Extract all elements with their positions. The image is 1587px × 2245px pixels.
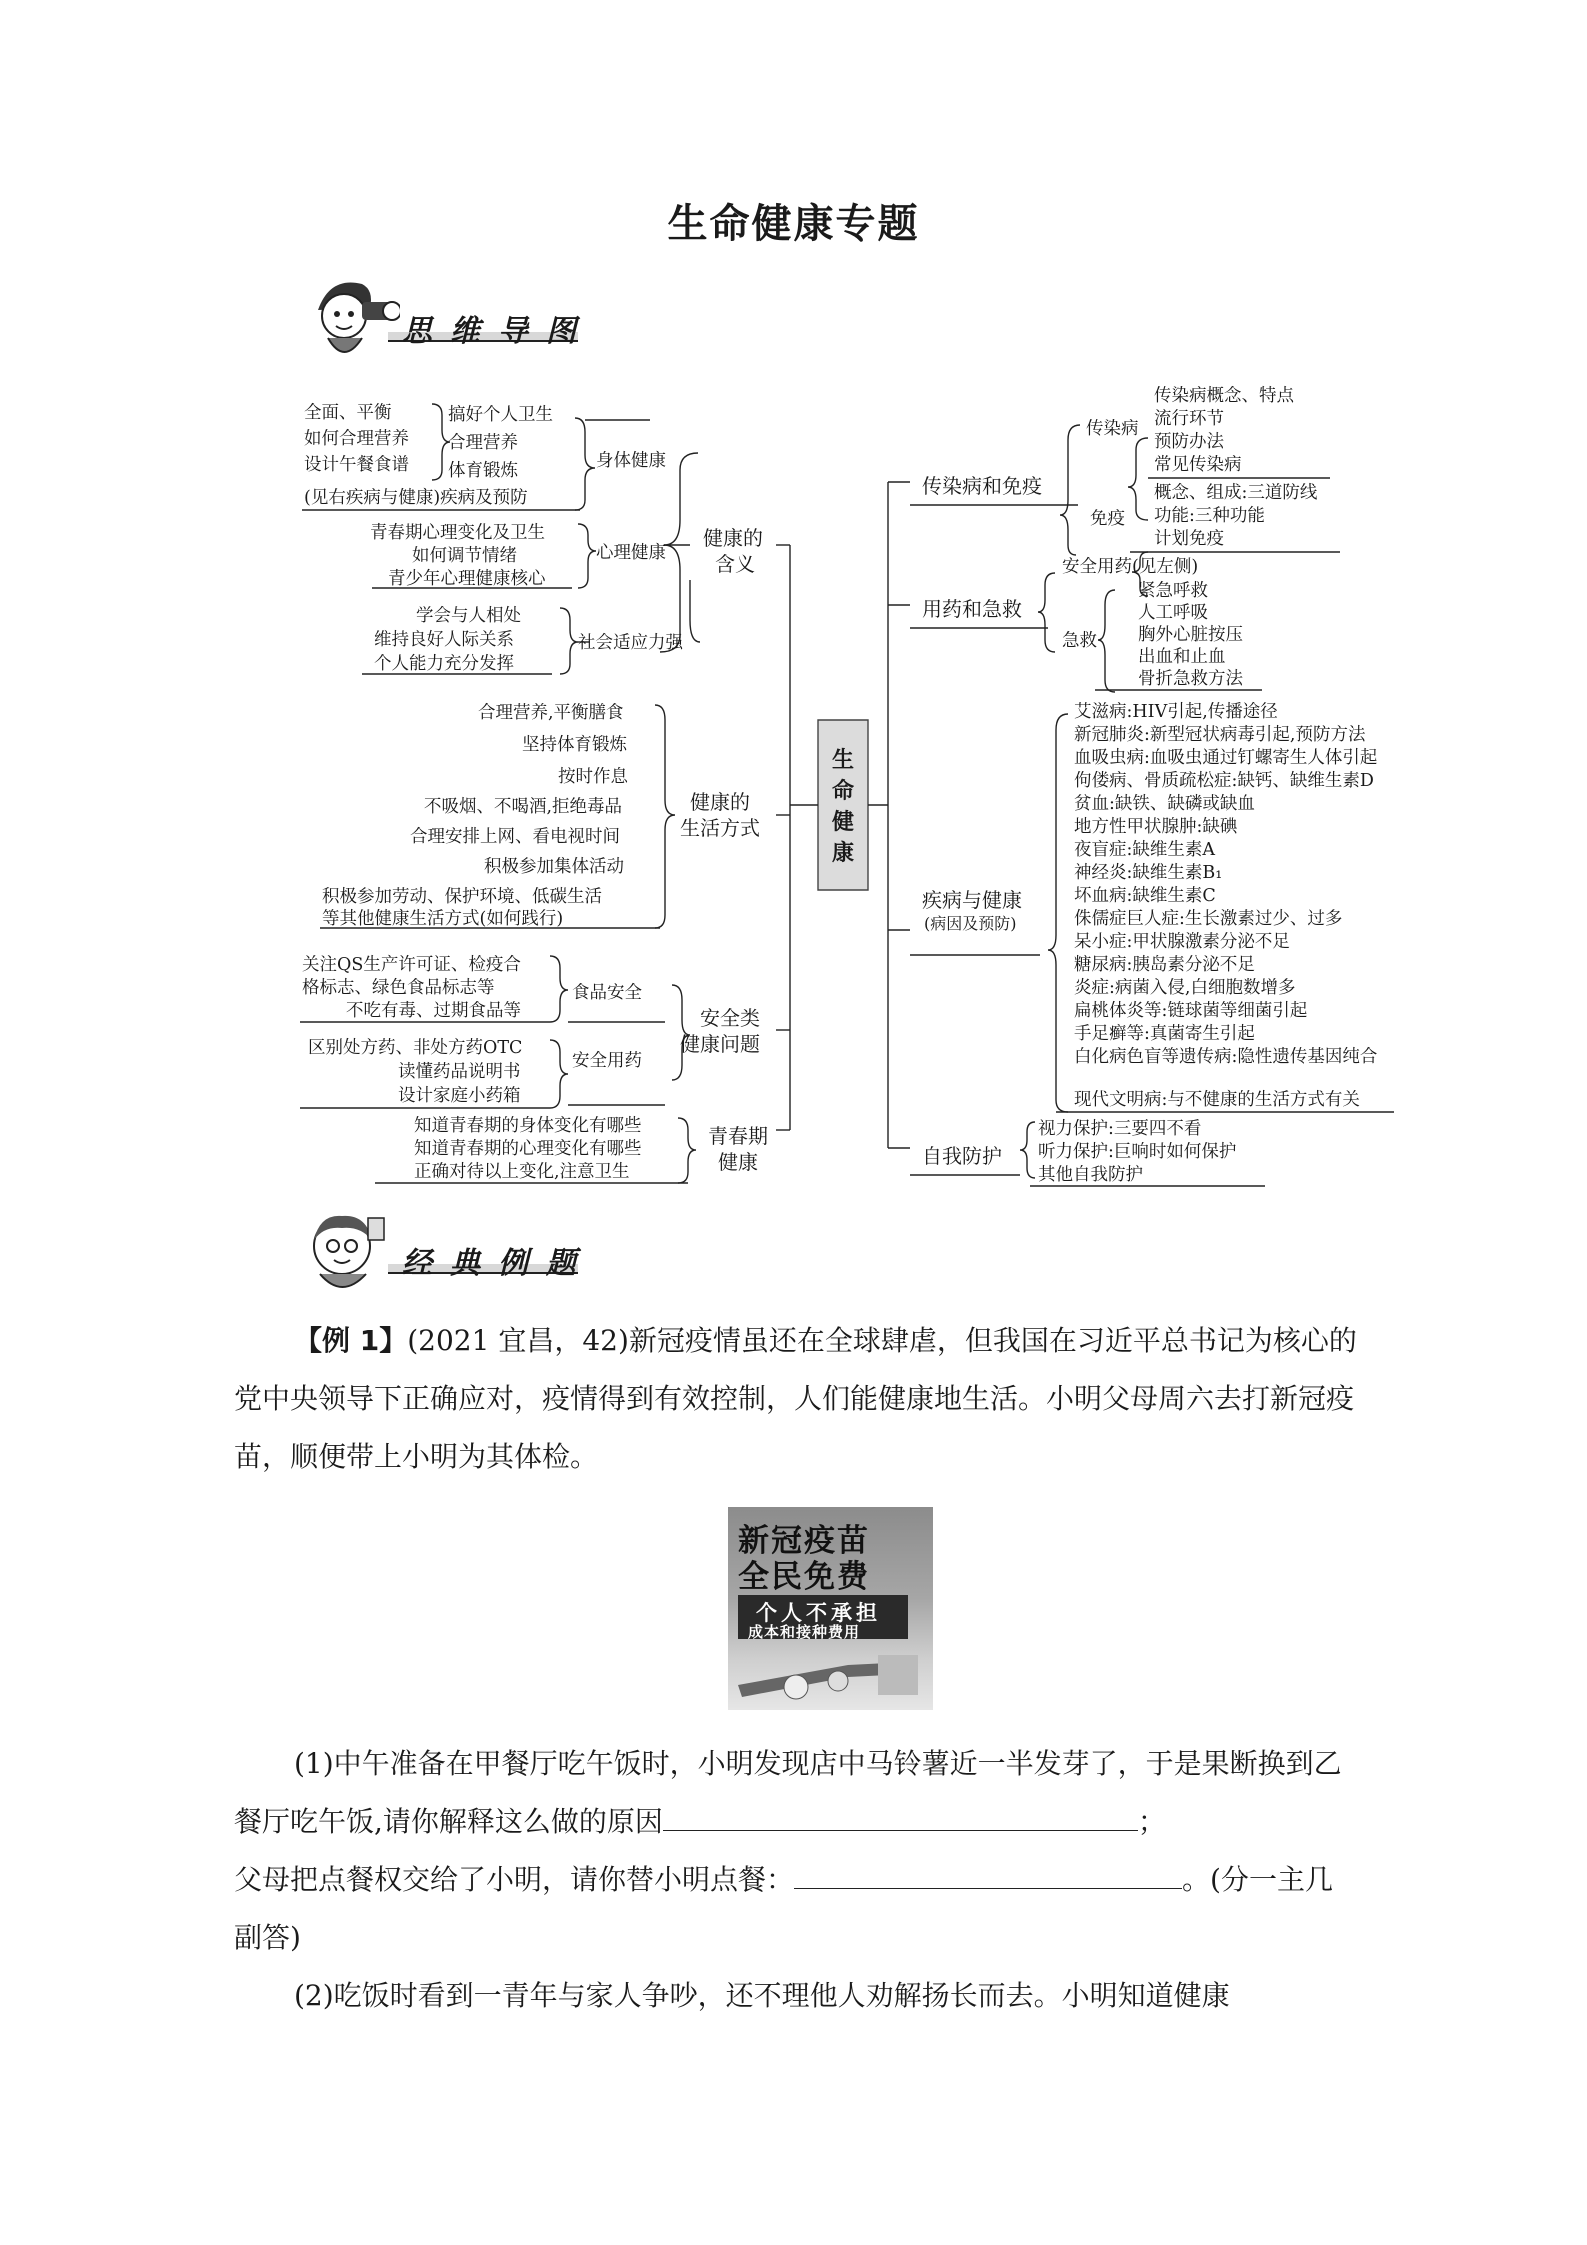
lifestyle-item: 积极参加劳动、保护环境、低碳生活: [322, 887, 602, 907]
immunity-item: 概念、组成:三道防线: [1154, 483, 1318, 503]
disease-item: 夜盲症:缺维生素A: [1074, 840, 1216, 860]
answer-blank-2[interactable]: [794, 1860, 1182, 1889]
disease-item: 呆小症:甲状腺激素分泌不足: [1074, 932, 1290, 952]
body-disease: (见右疾病与健康)疾病及预防: [304, 488, 528, 508]
firstaid-item: 人工呼吸: [1138, 603, 1208, 623]
lifestyle-item: 积极参加集体活动: [484, 857, 624, 877]
protection-label: 自我防护: [922, 1144, 1002, 1168]
disease-item: 坏血病:缺维生素C: [1074, 886, 1216, 906]
nested-item: 如何合理营养: [304, 429, 409, 449]
lifestyle-label-2: 生活方式: [680, 816, 760, 840]
disease-item: 白化病色盲等遗传病:隐性遗传基因纯合: [1074, 1047, 1378, 1067]
drug-safety-item: 区别处方药、非处方药OTC: [308, 1038, 523, 1058]
immunity-label: 免疫: [1090, 509, 1125, 529]
mental-item: 青少年心理健康核心: [388, 569, 546, 589]
meaning-label-2: 含义: [715, 552, 755, 576]
disease-item: 血吸虫病:血吸虫通过钉螺寄生人体引起: [1074, 748, 1378, 768]
poster-line-1: 新冠疫苗: [738, 1523, 870, 1559]
food-safety-label: 食品安全: [572, 983, 642, 1003]
protection-item: 其他自我防护: [1038, 1165, 1143, 1185]
firstaid-item: 出血和止血: [1138, 647, 1226, 667]
nested-item: 全面、平衡: [304, 403, 392, 423]
vaccine-poster-image: [728, 1507, 933, 1710]
lifestyle-item: 合理营养,平衡膳食: [478, 703, 624, 723]
body-item: 搞好个人卫生: [448, 405, 553, 425]
social-item: 学会与人相处: [416, 606, 521, 626]
example-tag: 【例 1】: [294, 1324, 408, 1357]
question-1-separator: ；: [1137, 1805, 1166, 1838]
lifestyle-label-1: 健康的: [690, 790, 750, 814]
question-1-note: 。(分一主几副答): [234, 1863, 1333, 1954]
nested-item: 设计午餐食谱: [304, 455, 409, 475]
lifestyle-item: 按时作息: [558, 767, 628, 787]
social-label: 社会适应力强: [578, 633, 683, 653]
immunity-item: 计划免疫: [1154, 529, 1224, 549]
center-node: 生命健康: [831, 748, 854, 866]
safety-label-1: 安全类: [700, 1006, 760, 1030]
disease-sublabel: (病因及预防): [924, 914, 1017, 933]
social-item: 个人能力充分发挥: [374, 654, 514, 674]
firstaid-item: 胸外心脏按压: [1138, 625, 1243, 645]
firstaid-item: 紧急呼救: [1138, 581, 1208, 601]
page-title: 生命健康专题: [667, 200, 920, 247]
mental-item: 青春期心理变化及卫生: [370, 523, 545, 543]
body-health-label: 身体健康: [596, 451, 666, 471]
section-mindmap-label: 思维导图: [402, 314, 594, 349]
mental-health-label: 心理健康: [596, 543, 666, 563]
question-1: [234, 1735, 1359, 1851]
body-item: 合理营养: [448, 433, 518, 453]
drug-safety-label: 安全用药: [572, 1051, 642, 1071]
puberty-label-2: 健康: [718, 1150, 758, 1174]
example-intro: [234, 1312, 1359, 1486]
safety-label-2: 健康问题: [680, 1032, 760, 1056]
food-safety-item: 不吃有毒、过期食品等: [346, 1001, 521, 1021]
lifestyle-item: 坚持体育锻炼: [522, 735, 627, 755]
firstaid-item: 骨折急救方法: [1138, 669, 1243, 689]
poster-line-3: 个人不承担: [756, 1601, 881, 1625]
infectious-item: 传染病概念、特点: [1154, 386, 1294, 406]
section-header-examples: [380, 1238, 594, 1284]
answer-blank-1[interactable]: [663, 1802, 1138, 1831]
infectious-item: 流行环节: [1154, 409, 1224, 429]
protection-item: 视力保护:三要四不看: [1038, 1119, 1202, 1139]
disease-item: 新冠肺炎:新型冠状病毒引起,预防方法: [1074, 725, 1366, 745]
immunity-item: 功能:三种功能: [1154, 506, 1265, 526]
drug-safety-item: 读懂药品说明书: [398, 1062, 521, 1082]
question-1-order: [234, 1851, 1359, 1967]
section-examples-label: 经典例题: [402, 1246, 594, 1281]
mental-item: 如何调节情绪: [412, 546, 517, 566]
firstaid-label: 急救: [1062, 631, 1097, 651]
lifestyle-item: 等其他健康生活方式(如何践行): [322, 909, 564, 929]
puberty-label-1: 青春期: [708, 1124, 768, 1148]
disease-item: 现代文明病:与不健康的生活方式有关: [1074, 1090, 1360, 1110]
medicine-label: 用药和急救: [922, 597, 1022, 621]
disease-label: 疾病与健康: [922, 888, 1022, 912]
puberty-item: 正确对待以上变化,注意卫生: [414, 1162, 630, 1182]
lifestyle-item: 合理安排上网、看电视时间: [410, 827, 620, 847]
disease-item: 贫血:缺铁、缺磷或缺血: [1074, 794, 1255, 814]
body-item: 体育锻炼: [448, 461, 518, 481]
protection-item: 听力保护:巨响时如何保护: [1038, 1142, 1237, 1162]
disease-item: 扁桃体炎等:链球菌等细菌引起: [1074, 1001, 1308, 1021]
food-safety-item: 关注QS生产许可证、检疫合: [302, 955, 521, 975]
example-intro-text: (2021 宜昌，42)新冠疫情虽还在全球肆虐，但我国在习近平总书记为核心的党中央领导下正确应对，疫情得到有效控制，人们能健康地生活。小明父母周六去打新冠疫苗，顺便带上小明为其体检。: [234, 1324, 1357, 1473]
disease-item: 手足癣等:真菌寄生引起: [1074, 1024, 1255, 1044]
disease-item: 侏儒症巨人症:生长激素过少、过多: [1074, 909, 1343, 929]
infectious-item: 常见传染病: [1154, 455, 1242, 475]
poster-line-4: 成本和接种费用: [748, 1623, 861, 1641]
infection-label: 传染病和免疫: [922, 474, 1042, 498]
safe-medicine: 安全用药(见左侧): [1062, 557, 1199, 577]
disease-item: 糖尿病:胰岛素分泌不足: [1074, 955, 1255, 975]
social-item: 维持良好人际关系: [374, 630, 514, 650]
infectious-disease-label: 传染病: [1086, 419, 1139, 439]
puberty-item: 知道青春期的身体变化有哪些: [414, 1116, 642, 1136]
poster-line-2: 全民免费: [738, 1559, 870, 1595]
question-1-text: (1)中午准备在甲餐厅吃午饭时，小明发现店中马铃薯近一半发芽了，于是果断换到乙餐厅吃午饭,请你解释这么做的原因: [234, 1747, 1342, 1838]
puberty-item: 知道青春期的心理变化有哪些: [414, 1139, 642, 1159]
disease-item: 神经炎:缺维生素B₁: [1074, 863, 1223, 883]
lifestyle-item: 不吸烟、不喝酒,拒绝毒品: [424, 797, 623, 817]
question-1-order-text: 父母把点餐权交给了小明，请你替小明点餐：: [234, 1863, 795, 1896]
meaning-label-1: 健康的: [703, 526, 763, 550]
question-2: (2)吃饭时看到一青年与家人争吵，还不理他人劝解扬长而去。小明知道健康: [294, 1979, 1230, 2012]
food-safety-item: 格标志、绿色食品标志等: [302, 978, 495, 998]
disease-item: 佝偻病、骨质疏松症:缺钙、缺维生素D: [1074, 771, 1374, 791]
disease-item: 地方性甲状腺肿:缺碘: [1074, 817, 1238, 837]
disease-item: 艾滋病:HIV引起,传播途径: [1074, 702, 1278, 722]
disease-item: 炎症:病菌入侵,白细胞数增多: [1074, 978, 1296, 998]
drug-safety-item: 设计家庭小药箱: [398, 1086, 521, 1106]
infectious-item: 预防办法: [1154, 432, 1224, 452]
